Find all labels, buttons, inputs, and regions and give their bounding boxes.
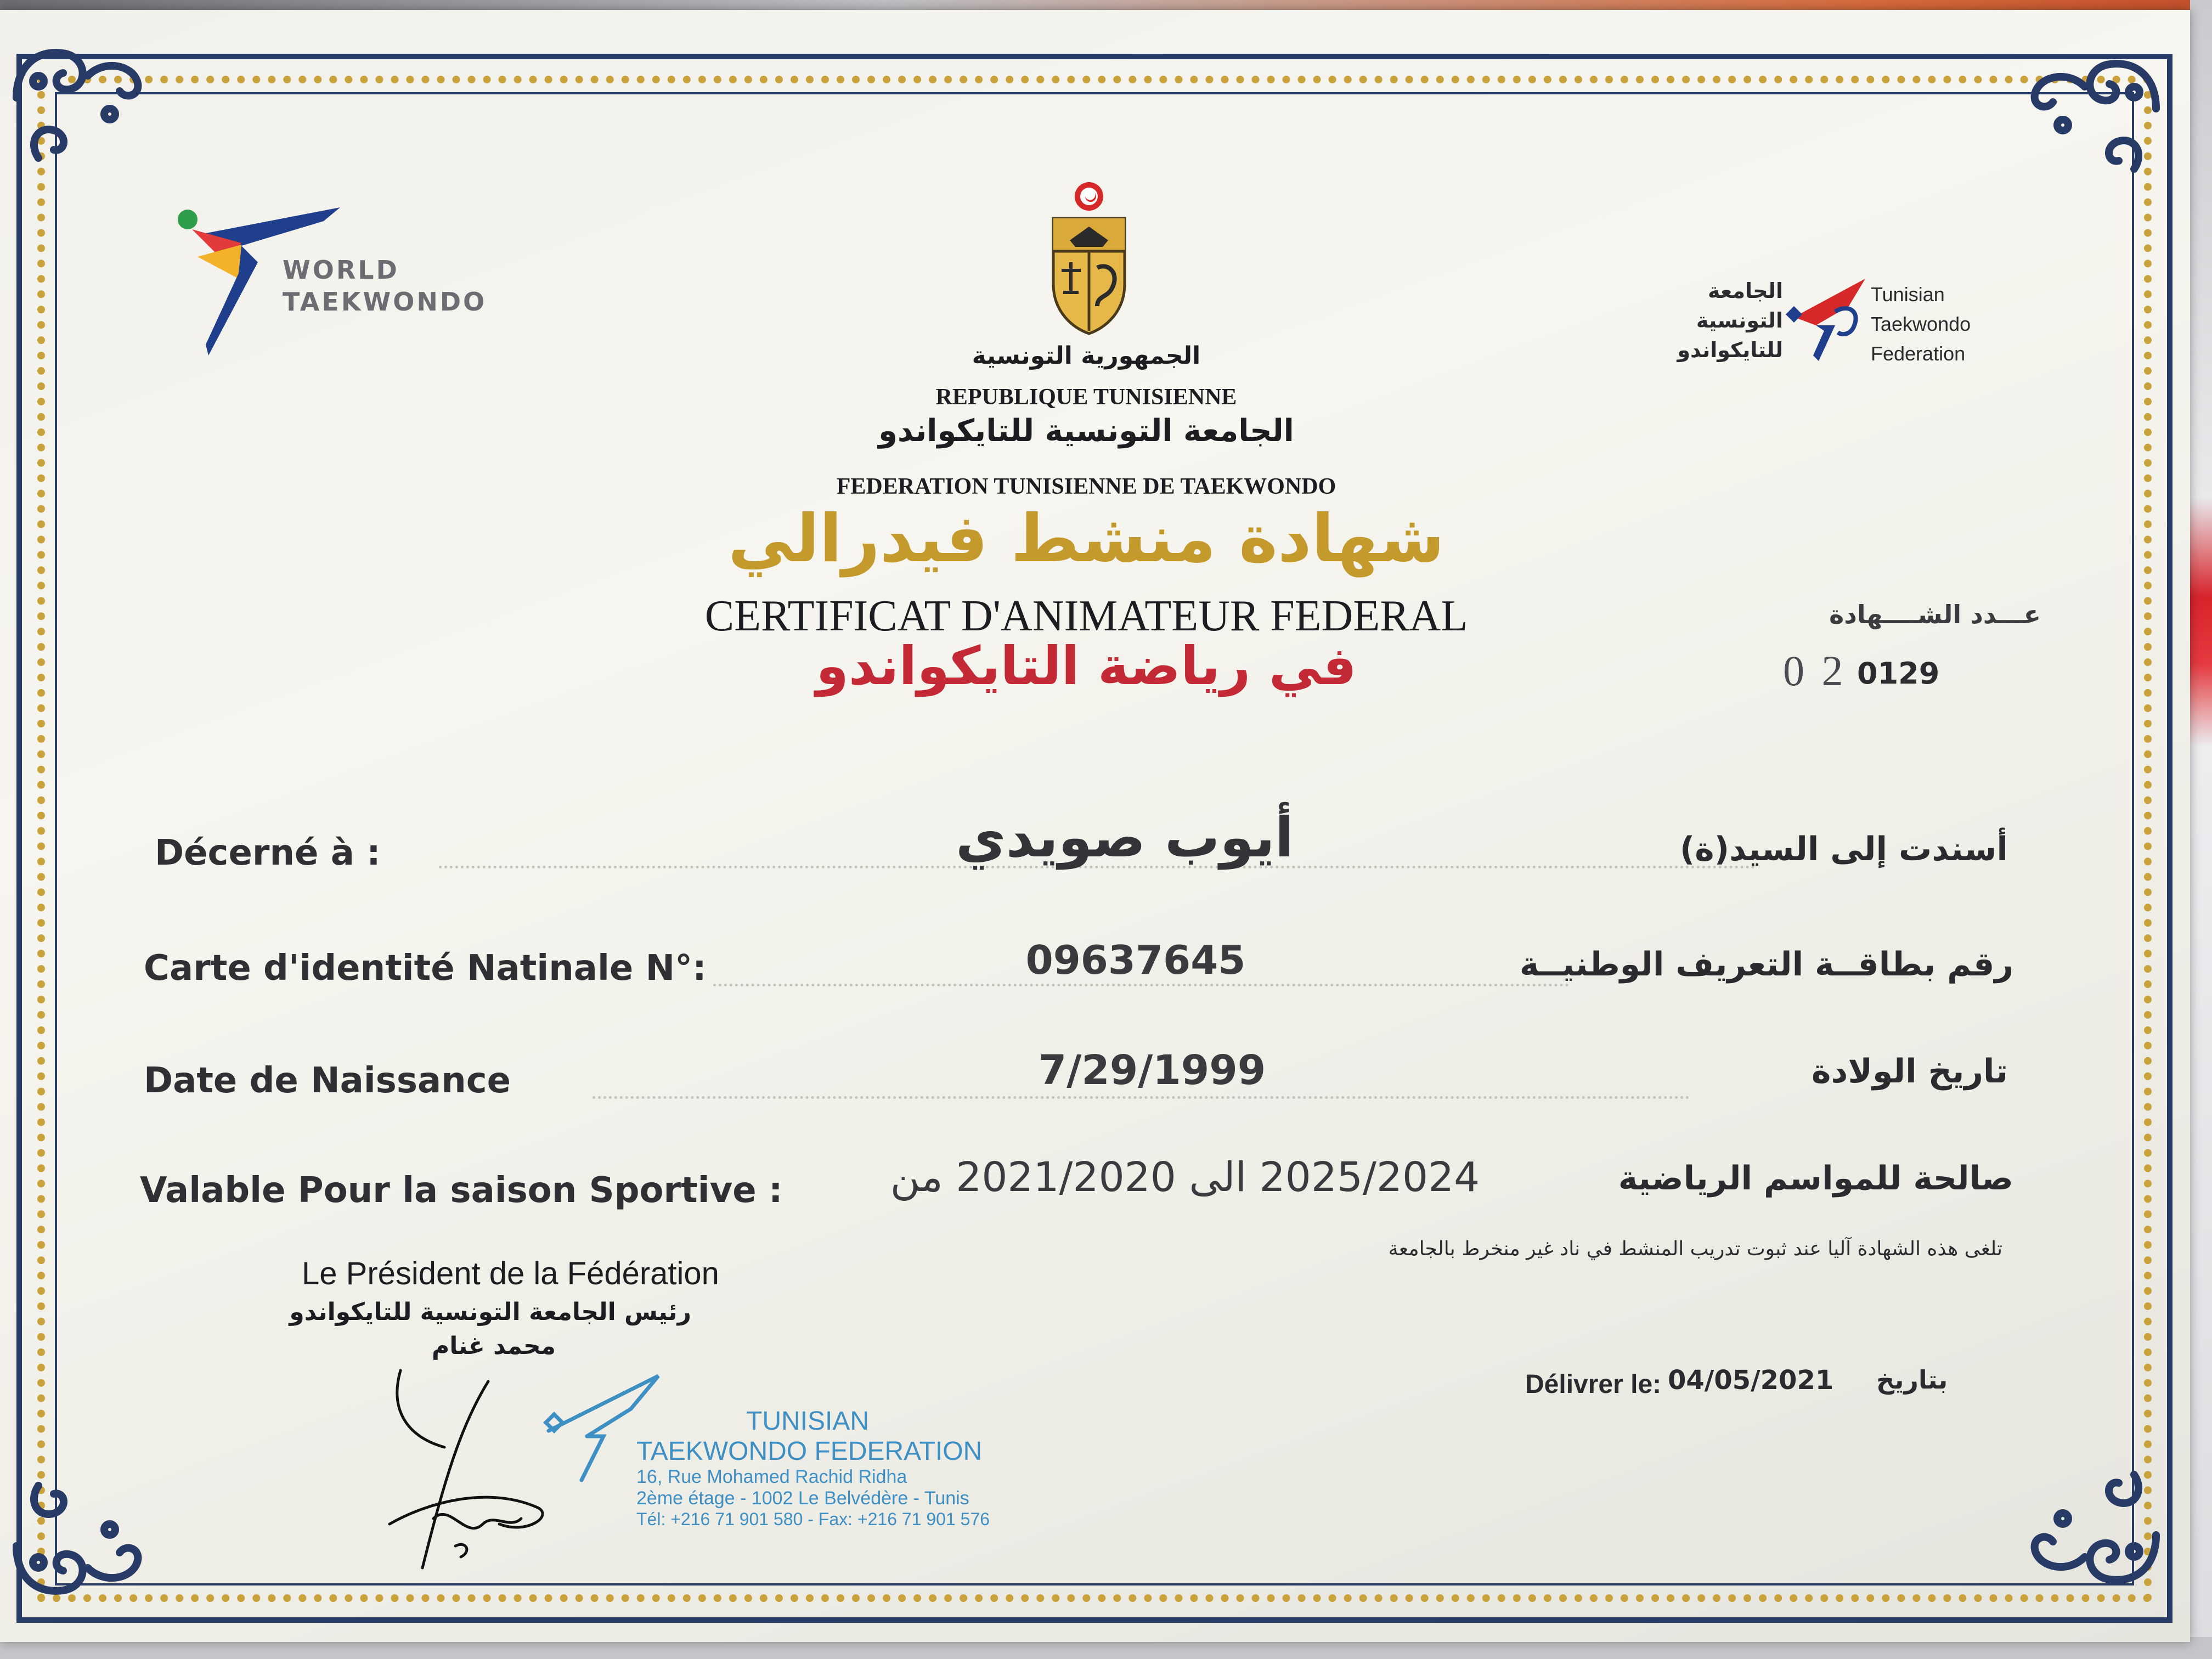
delivery-label-ar: بتاريخ [1876, 1365, 1948, 1395]
season-value: 2025/2024 الى 2021/2020 من [890, 1154, 1480, 1201]
season-label-ar: صالحة للمواسم الرياضية [1618, 1159, 2013, 1198]
ttf-logo-english [1871, 280, 1971, 369]
federation-fr: FEDERATION TUNISIENNE DE TAEKWONDO [836, 474, 1336, 499]
president-title-ar: رئيس الجامعة التونسية للتايكواندو [289, 1298, 691, 1326]
title-french: CERTIFICAT D'ANIMATEUR FEDERAL [704, 592, 1468, 640]
coat-of-arms-icon [1042, 174, 1136, 339]
id-label-fr: Carte d'identité Natinale N°: [144, 948, 707, 989]
stamp-text [636, 1406, 990, 1530]
stamp-line5: Tél: +216 71 901 580 - Fax: +216 71 901 576 [636, 1509, 990, 1529]
cancellation-note: تلغى هذه الشهادة آليا عند ثبوت تدريب المنشط في ناد غير منخرط بالجامعة [1388, 1238, 2002, 1260]
awarded-label-fr: Décerné à : [155, 833, 381, 873]
id-number-value: 09637645 [1025, 937, 1246, 983]
world-taekwondo-line2: TAEKWONDO [283, 287, 487, 317]
ornament-top-left-icon [5, 32, 170, 196]
ttf-emblem-icon [1783, 273, 1871, 366]
stamp-line1: TUNISIAN [746, 1407, 870, 1436]
dob-dotted-line [592, 1096, 1690, 1099]
certificate-paper [0, 10, 2190, 1642]
stamp-line3: 16, Rue Mohamed Rachid Ridha [636, 1466, 907, 1487]
ornament-bottom-right-icon [2002, 1436, 2167, 1601]
delivery-date: 04/05/2021 [1668, 1365, 1834, 1396]
dob-label-fr: Date de Naissance [144, 1060, 511, 1101]
ornament-top-right-icon [2002, 43, 2167, 207]
id-label-ar: رقم بطاقــة التعريف الوطنيــة [1519, 945, 2013, 984]
ttf-logo-ar-line1: الجامعة [1708, 279, 1783, 303]
ttf-logo-en-line2: Taekwondo [1871, 313, 1971, 335]
president-title-fr: Le Président de la Fédération [302, 1256, 719, 1291]
season-label-fr: Valable Pour la saison Sportive : [140, 1170, 783, 1211]
republic-fr: REPUBLIQUE TUNISIENNE [935, 385, 1237, 410]
ttf-logo-en-line3: Federation [1871, 342, 1966, 365]
world-taekwondo-wordmark [283, 254, 487, 318]
president-name-ar: محمد غنام [432, 1332, 556, 1360]
ttf-logo-ar-line2: التونسية [1696, 308, 1783, 332]
ttf-logo-mark [1783, 273, 1871, 366]
dob-label-ar: تاريخ الولادة [1812, 1052, 2008, 1091]
stamp-line4: 2ème étage - 1002 Le Belvédère - Tunis [636, 1488, 969, 1509]
ttf-logo-arabic [1657, 276, 1783, 365]
title-arabic-main: شهادة منشط فيدرالي [728, 501, 1444, 577]
certificate-number-label: عـــدد الشــــهادة [1829, 600, 2041, 629]
ttf-logo-ar-line3: للتايكواندو [1677, 338, 1783, 362]
federation-ar: الجامعة التونسية للتايكواندو [878, 413, 1294, 449]
delivery-label-fr: Délivrer le: [1525, 1370, 1662, 1399]
world-taekwondo-line1: WORLD [283, 255, 399, 285]
backdrop-right [2190, 0, 2212, 1659]
ttf-logo-en-line1: Tunisian [1871, 283, 1945, 306]
awarded-label-ar: أسندت إلى السيد(ة) [1679, 830, 2008, 868]
awarded-name-value: أيوب صويدي [955, 805, 1294, 870]
id-dotted-line [713, 984, 1569, 986]
certificate-number-prefix: 0 2 [1783, 647, 1847, 695]
dob-value: 7/29/1999 [1038, 1047, 1266, 1094]
title-arabic-sub: في رياضة التايكواندو [816, 635, 1357, 697]
tunisia-coat-of-arms [1042, 174, 1136, 339]
stamp-line2: TAEKWONDO FEDERATION [636, 1437, 983, 1466]
ornament-bottom-left-icon [5, 1447, 170, 1612]
certificate-number: 0129 [1857, 656, 1940, 691]
republic-ar: الجمهورية التونسية [972, 342, 1201, 370]
